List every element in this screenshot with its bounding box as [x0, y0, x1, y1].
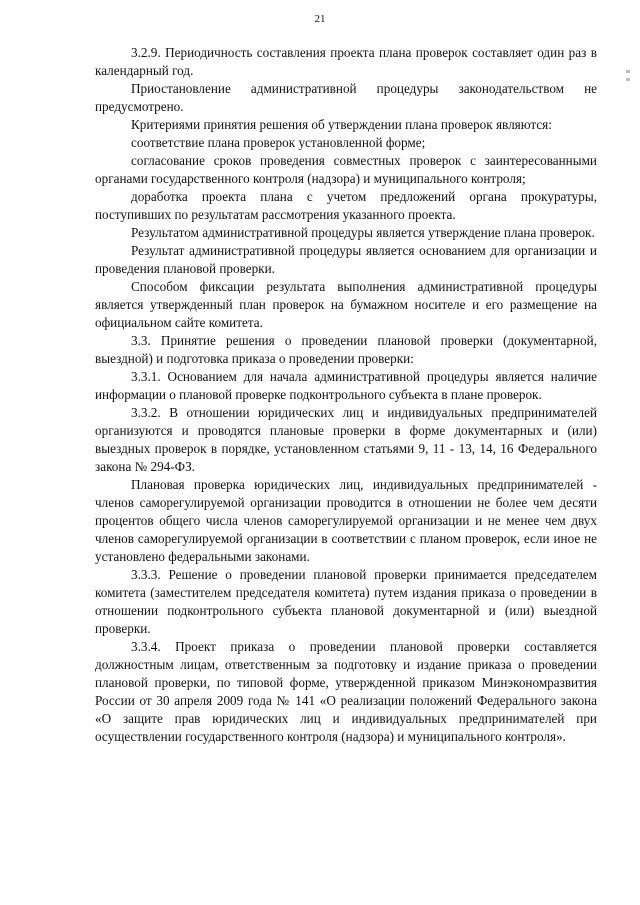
scan-margin-mark — [626, 70, 630, 73]
paragraph-result: Результатом административной процедуры является утверждение плана проверок. — [131, 225, 595, 240]
scan-margin-mark — [626, 78, 630, 81]
paragraph-result-basis: Результат административной процедуры является основанием для организации и проведения плановой проверки. — [95, 243, 597, 276]
paragraph-criterion-form: соответствие плана проверок установленной форме; — [131, 135, 426, 150]
paragraph-3-3-1: 3.3.1. Основанием для начала административной процедуры является наличие информации о плановой проверке подконтрольного субъекта в плане проверок. — [95, 369, 597, 402]
paragraph-3-3-4: 3.3.4. Проект приказа о проведении плановой проверки составляется должностным лицам, ответственным за подготовку и издание приказа о проведении плановой проверки, по типовой форме, утвержденной приказом Минэкономразвития России от 30 апреля 2009 года № 141 «О реализации положений Федерального закона «О защите прав юридических лиц и индивидуальных предпринимателей при осуществлении государственного контроля (надзора) и муниципального контроля». — [95, 639, 597, 744]
paragraph-criterion-revision: доработка проекта плана с учетом предложений органа прокуратуры, поступивших по результатам рассмотрения указанного проекта. — [95, 189, 597, 222]
paragraph-sro-inspection: Плановая проверка юридических лиц, индивидуальных предпринимателей - членов саморегулируемой организации проводится в отношении не более чем десяти процентов общего числа членов саморегулируемой организации и не менее чем двух членов саморегулируемой организации в соответствии с планом проверок, если иное не установлено федеральными законами. — [95, 477, 597, 564]
page-number: 21 — [314, 13, 326, 25]
paragraph-criterion-coordination: согласование сроков проведения совместных проверок с заинтересованными органами государственного контроля (надзора) и муниципального контроля; — [95, 153, 597, 186]
paragraph-suspension: Приостановление административной процедуры законодательством не предусмотрено. — [95, 81, 597, 114]
document-body — [95, 44, 597, 746]
paragraph-3-3: 3.3. Принятие решения о проведении плановой проверки (документарной, выездной) и подготовка приказа о проведении проверки: — [95, 333, 597, 366]
paragraph-3-2-9: 3.2.9. Периодичность составления проекта плана проверок составляет один раз в календарный год. — [95, 45, 597, 78]
paragraph-3-3-2: 3.3.2. В отношении юридических лиц и индивидуальных предпринимателей организуются и проводятся плановые проверки в форме документарных и (или) выездных проверок в порядке, установленном статьями 9, 11 - 13, 14, 16 Федерального закона № 294-ФЗ. — [95, 405, 597, 474]
paragraph-criteria: Критериями принятия решения об утверждении плана проверок являются: — [131, 117, 552, 132]
paragraph-3-3-3: 3.3.3. Решение о проведении плановой проверки принимается председателем комитета (заместителем председателя комитета) путем издания приказа о проведении в отношении подконтрольного субъекта плановой документарной и (или) выездной проверки. — [95, 567, 597, 636]
paragraph-fixation: Способом фиксации результата выполнения административной процедуры является утвержденный план проверок на бумажном носителе и его размещение на официальном сайте комитета. — [95, 279, 597, 330]
